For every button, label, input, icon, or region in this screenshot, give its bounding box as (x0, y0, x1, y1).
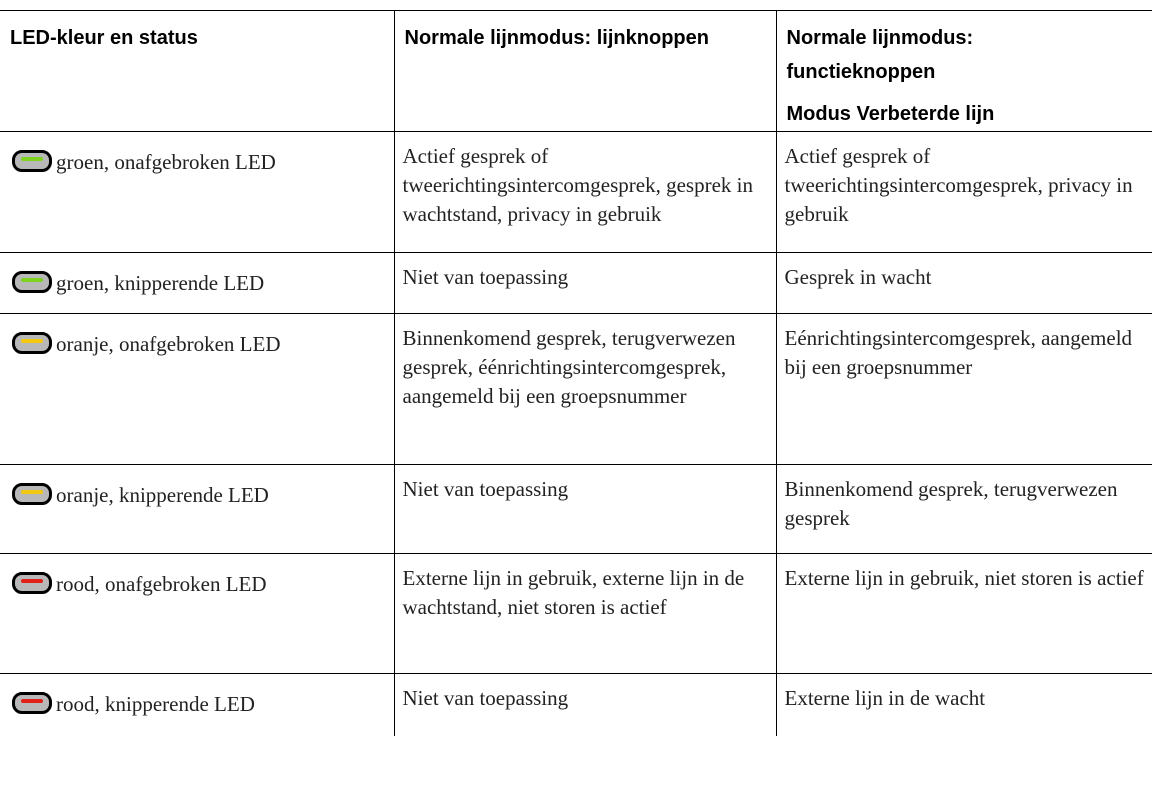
table-row (0, 132, 1152, 253)
table-header-row (0, 11, 1152, 132)
led-status-cell (0, 132, 394, 253)
feature-keys-cell: Eénrichtingsintercomgesprek, aangemeld bij een groepsnummer (776, 314, 1152, 465)
table-row (0, 465, 1152, 554)
header-feature-keys (776, 11, 1152, 132)
line-keys-cell: Niet van toepassing (394, 674, 776, 736)
led-status-cell (0, 674, 394, 736)
led-status-label: groen, onafgebroken LED (56, 150, 276, 174)
led-status-label: oranje, knipperende LED (56, 483, 269, 507)
led-green-icon (12, 271, 52, 293)
line-keys-cell: Niet van toepassing (394, 465, 776, 554)
feature-keys-cell: Actief gesprek of tweerichtingsintercomgesprek, privacy in gebruik (776, 132, 1152, 253)
header-feature-keys-line2: functieknoppen (786, 61, 936, 83)
led-status-cell (0, 554, 394, 674)
header-led-color: LED-kleur en status (0, 11, 394, 132)
led-red-icon (12, 572, 52, 594)
led-status-cell (0, 314, 394, 465)
led-status-label: groen, knipperende LED (56, 271, 265, 295)
feature-keys-cell: Gesprek in wacht (776, 253, 1152, 314)
led-status-label: rood, onafgebroken LED (56, 572, 267, 596)
led-status-label: oranje, onafgebroken LED (56, 332, 281, 356)
led-green-icon (12, 150, 52, 172)
header-enhanced-line-mode: Modus Verbeterde lijn (786, 103, 995, 125)
table-row (0, 253, 1152, 314)
feature-keys-cell: Externe lijn in de wacht (776, 674, 1152, 736)
feature-keys-cell: Externe lijn in gebruik, niet storen is actief (776, 554, 1152, 674)
led-status-cell (0, 253, 394, 314)
led-amber-icon (12, 483, 52, 505)
led-amber-icon (12, 332, 52, 354)
led-status-cell (0, 465, 394, 554)
line-keys-cell: Binnenkomend gesprek, terugverwezen gesprek, éénrichtingsintercomgesprek, aangemeld bij een groepsnummer (394, 314, 776, 465)
led-red-icon (12, 692, 52, 714)
led-status-table (0, 10, 1152, 736)
table-row (0, 314, 1152, 465)
table-row (0, 674, 1152, 736)
header-feature-keys-line1: Normale lijnmodus: (786, 27, 974, 49)
led-status-label: rood, knipperende LED (56, 692, 255, 716)
table-row (0, 554, 1152, 674)
line-keys-cell: Externe lijn in gebruik, externe lijn in de wachtstand, niet storen is actief (394, 554, 776, 674)
header-line-keys: Normale lijnmodus: lijnknoppen (394, 11, 776, 132)
line-keys-cell: Actief gesprek of tweerichtingsintercomgesprek, gesprek in wachtstand, privacy in gebruik (394, 132, 776, 253)
feature-keys-cell: Binnenkomend gesprek, terugverwezen gesprek (776, 465, 1152, 554)
line-keys-cell: Niet van toepassing (394, 253, 776, 314)
